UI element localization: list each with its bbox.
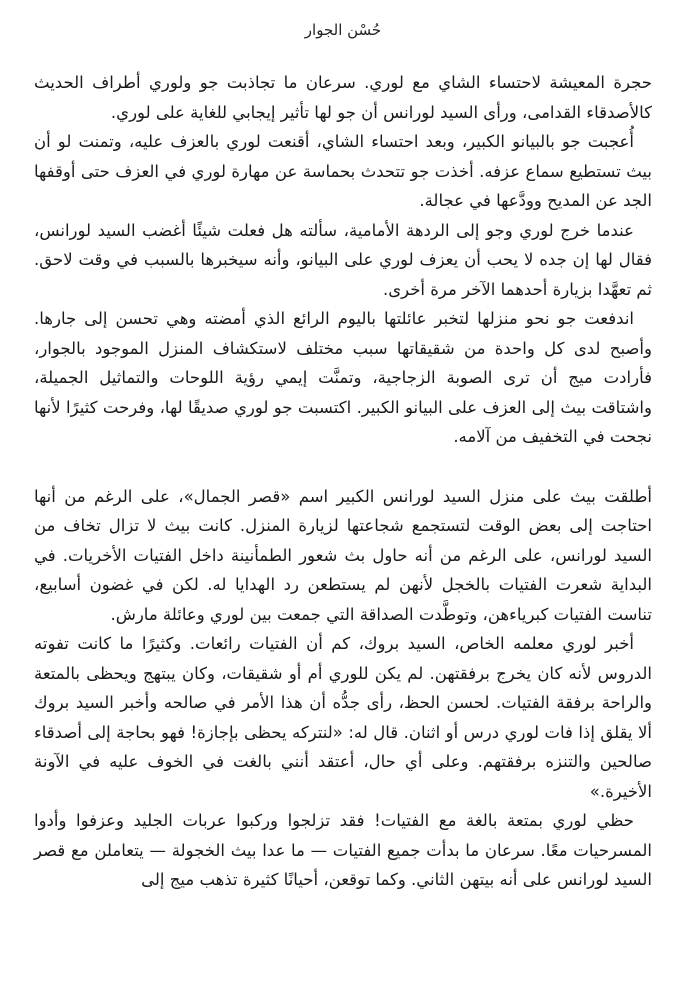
- paragraph: أخبر لوري معلمه الخاص، السيد بروك، كم أن الفتيات رائعات. وكثيرًا ما كانت تفوته الدروس لأنه كان يخرج برفقتهن. لم يكن للوري أم أو شقيقات، وكان يبتهج ويحظى بالمتعة والراحة برفقة الفتيات. لحسن الحظ، رأى جدُّه أن هذا الأمر في صالحه وأخبر السيد بروك ألا يقلق إذا فات لوري درس أو اثنان. قال له: «لنتركه يحظى بإجازة! فهو بحاجة إلى أصدقاء صالحين والتنزه برفقتهم. وعلى أي حال، أعتقد أنني بالغت في الخوف عليه في الآونة الأخيرة.»: [34, 634, 652, 801]
- paragraph: حظي لوري بمتعة بالغة مع الفتيات! فقد تزلجوا وركبوا عربات الجليد وعزفوا وأدوا المسرحيات معًا. سرعان ما بدأت جميع الفتيات — ما عدا بيث الخجولة — يتعاملن مع قصر السيد لورانس على أنه بيتهن الثاني. وكما توقعن، أحيانًا كثيرة تذهب ميج إلى: [34, 811, 652, 889]
- paragraph: أُعجبت جو بالبيانو الكبير، وبعد احتساء الشاي، أقنعت لوري بالعزف عليه، وتمنت لو أن بيث تستطيع سماع عزفه. أخذت جو تتحدث بحماسة عن مهارة لوري في العزف حتى أوقفها الجد عن المديح وودَّعها في عجالة.: [34, 132, 652, 210]
- paragraph: عندما خرج لوري وجو إلى الردهة الأمامية، سألته هل فعلت شيئًا أغضب السيد لورانس، فقال لها إن جده لا يحب أن يعزف لوري على البيانو، وأنه سيخبرها بالسبب في وقت لاحق. ثم تعهَّدا بزيارة أحدهما الآخر مرة أخرى.: [34, 220, 652, 299]
- paragraph: اندفعت جو نحو منزلها لتخبر عائلتها باليوم الرائع الذي أمضته وهي تحسن إلى جارها. وأصبح لدى كل واحدة من شقيقاتها سبب مختلف لاستكشاف المنزل الموجود بالجوار، فأرادت ميج أن ترى الصوبة الزجاجية، وتمنَّت إيمي رؤية اللوحات والتماثيل الجميلة، واشتاقت بيث إلى العزف على البيانو الكبير. اكتسبت جو لوري صديقًا لها، وفرحت كثيرًا لأنها نجحت في التخفيف من آلامه.: [34, 309, 652, 446]
- running-title: حُسْن الجوار: [304, 21, 382, 39]
- paragraph: حجرة المعيشة لاحتساء الشاي مع لوري. سرعان ما تجاذبت جو ولوري أطراف الحديث كالأصدقاء القدامى، ورأى السيد لورانس أن جو لها تأثير إيجابي للغاية على لوري.: [34, 73, 652, 122]
- paragraph: أطلقت بيث على منزل السيد لورانس الكبير اسم «قصر الجمال»، على الرغم من أنها احتاجت إلى بعض الوقت لتستجمع شجاعتها لزيارة المنزل. كانت بيث لا تزال تخاف من السيد لورانس، على الرغم من أنه حاول بث شعور الطمأنينة داخل الفتيات الأخريات. في البداية شعرت الفتيات بالخجل لأنهن لم يستطعن رد الهدايا له. لكن في غضون أسابيع، تناست الفتيات كبرياءهن، وتوطَّدت الصداقة التي جمعت بين لوري وعائلة مارش.: [34, 486, 652, 624]
- section-break: [34, 452, 652, 482]
